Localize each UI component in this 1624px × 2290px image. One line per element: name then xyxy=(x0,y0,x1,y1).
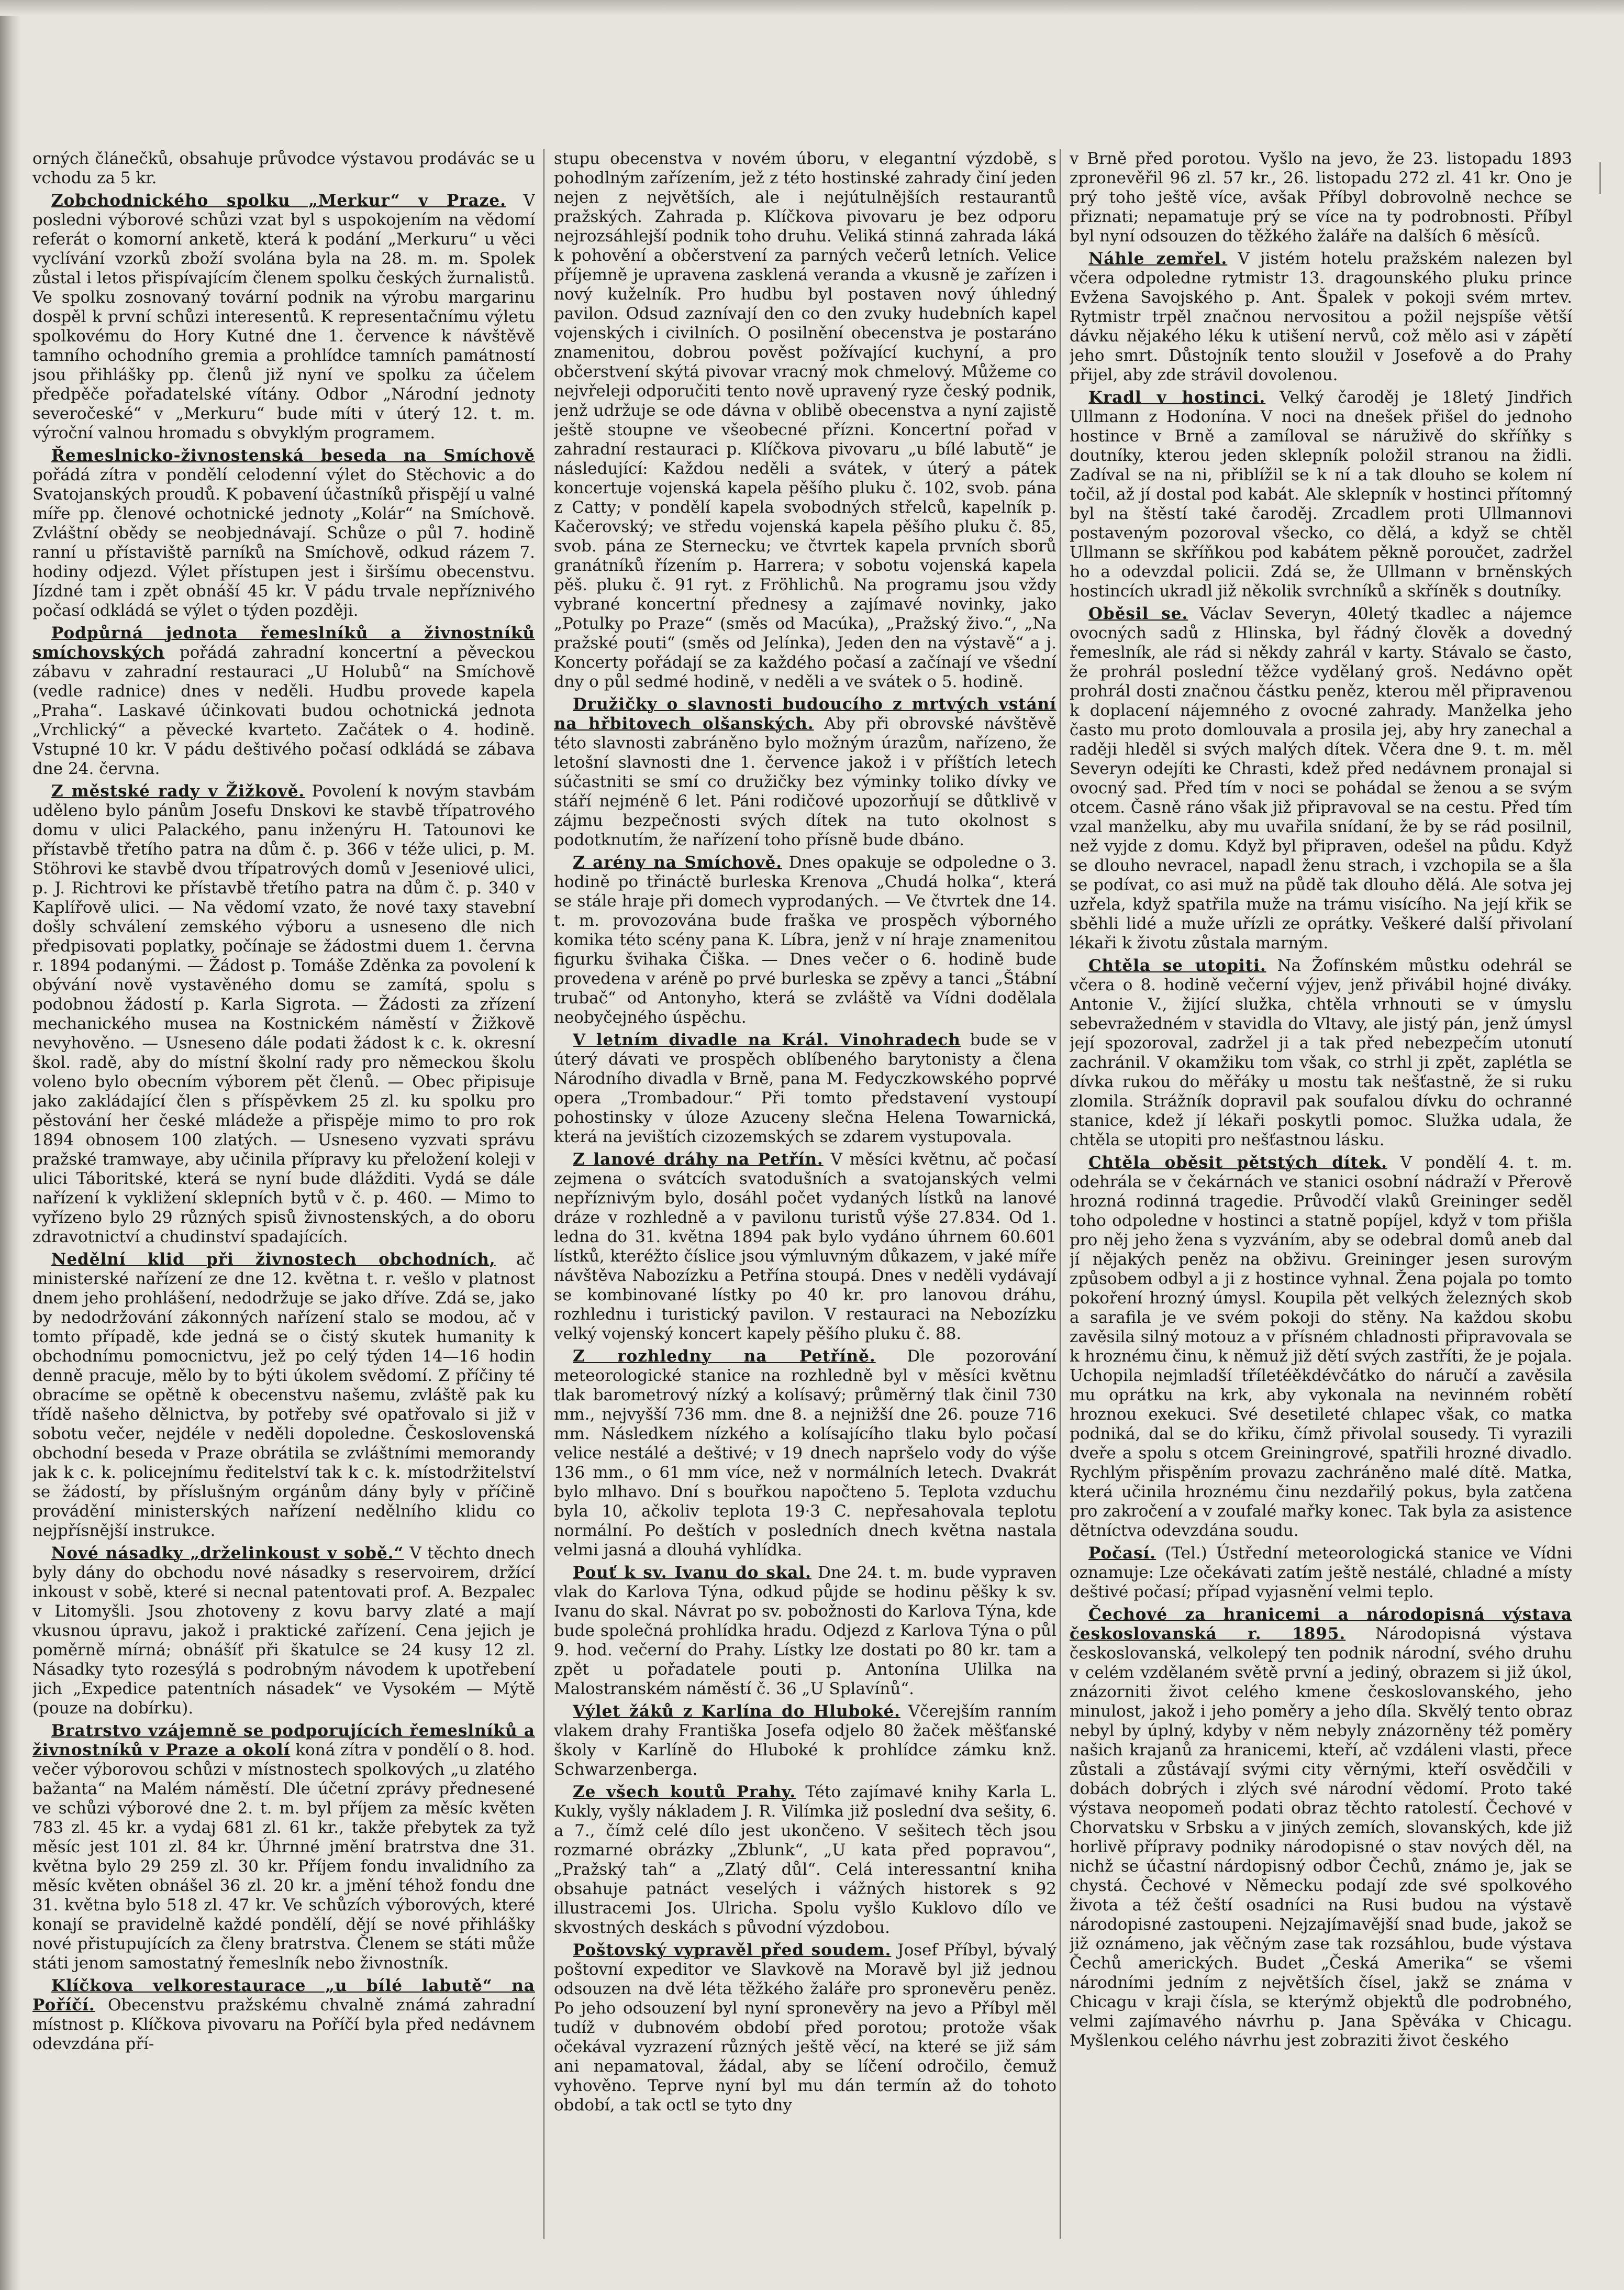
article-text: koná zítra v pondělí o 8. hod. večer výborovou schůzi v místnostech spolkových „u zlatého bažanta“ na Malém náměstí. Dle účetní zprávy přednesené ve schůzi výborové dne 2. t. m. byl příjem za měsíc květen 783 zl. 45 kr. a vydaj 681 zl. 61 kr., takže přebytek za tyž měsíc jest 101 zl. 84 kr. Úhrnné jmění bratrstva dne 31. května bylo 29 259 zl. 30 kr. Příjem fondu invalidního za měsíc květen obnášel 36 zl. 20 kr. a jmění téhož fondu dne 31. května bylo 518 zl. 47 kr. Ve schůzích výborových, které konají se pravidelně každé pondělí, dějí se nové přihlášky nové přistupujících za členy bratrstva. Členem se státi může státi jenom samostatný řemeslník nebo živnostník. xyxy=(32,1741,535,1973)
article xyxy=(554,695,1056,850)
page-top-shadow xyxy=(0,0,1624,16)
article-text: V pondělí 4. t. m. odehrála se v čekárnách ve stanici osobní nádraží v Přerově hrozná rodinná tragedie. Průvodčí vlaků Greininger seděl toho odpoledne v hostinci a statně popíjel, když v tom přišla pro něj jeho žena s vyzváním, aby se odebral domů aneb dal jí nějakých peněz na obživu. Greininger jesen surovým způsobem odbyl a ji z hostince vyhnal. Žena pojala po tomto pokoření hrozný úmysl. Koupila pět velkých železných skob a sarafila je ve svém pokoji do stěny. Na každou skobu zavěsila silný motouz a v přísném chladnosti připravovala se k hroznému činu, k němuž již dětí svých zastříti, že je pojala. Uchopila nejmladší tříletéěkdévčátko do náručí a zavěsila mu oprátku na krk, aby vykonala na nevinném robětí hroznou exekuci. Své desetileté chlapec však, co matka podniká, dal se do křiku, čímž přivolal sousedy. Ti vyrazili dveře a spolu s otcem Greiningrové, spatřili hrozné divadlo. Rychlým přispěním provazu zachráněno malé dítě. Matka, která učinila hroznému činu nezdařilý pokus, byla zatčena pro zakročení a v zoufalé mařky konec. Tak byla za asistence dětníctva odevzdána soudu. xyxy=(1070,1153,1572,1540)
article xyxy=(32,624,535,779)
article-text: (Tel.) Ústřední meteorologická stanice ve Vídni oznamuje: Lze očekávati zatím ještě nestálé, chladné a místy deštivé počasí; případ vyjasnění velmi teplo. xyxy=(1070,1544,1572,1601)
article xyxy=(32,1544,535,1718)
article-text: Obecenstvu pražskému chvalně známá zahradní místnost p. Klíčkova pivovaru na Poříčí byla před nedávnem odevzdána pří- xyxy=(32,1996,535,2053)
article-title: Nedělní klid při živnostech obchodních, xyxy=(51,1250,496,1269)
article-title: Bratrstvo vzájemně se podporujících řemeslníků a živnostníků v Praze a okolí xyxy=(32,1721,535,1760)
article-title: Z rozhledny na Petříně. xyxy=(573,1347,876,1366)
article xyxy=(32,782,535,1247)
article-title: Pouť k sv. Ivanu do skal. xyxy=(573,1563,811,1582)
article-text: Josef Příbyl, bývalý poštovní expeditor ve Slavkově na Moravě byl již jednou odsouzen na dvě léta těžkého žaláře pro spronevěru peněz. Po jeho odsouzení byl nyní spronevěry na jevo a Příbyl měl tudíž v dubnovém období před porotou; protože však očekával vyzrazení různých ještě věcí, na které se již sám ani nepamatoval, žádal, aby se líčení odročilo, čemuž vyhověno. Teprve nyní byl mu dán termín až do tohoto období, a tak octl se tyto dny xyxy=(554,1941,1056,2115)
article-title: Počasí. xyxy=(1088,1544,1156,1563)
page-edge-shadow xyxy=(0,0,21,2290)
column-divider xyxy=(543,149,544,2239)
article xyxy=(554,1150,1056,1344)
article xyxy=(554,149,1056,692)
article-title: Z městské rady v Žižkově. xyxy=(51,782,305,801)
article xyxy=(1070,1153,1572,1541)
article-text: Velký čaroděj je 18letý Jindřich Ullmann z Hodonína. V noci na dnešek přišel do jednoho hostince v Brně a zamíloval se náruživě do skříňky s doutníky, kterou jeden sklepník položil stranou na židli. Zadíval se na ni, přiblížil se k ní a tak dlouho se kolem ní točil, až jí dostal pod kabát. Ale sklepník v hostinci přítomný byl na štěstí také čaroděj. Zrcadlem proti Ullmannovi postaveným pozoroval všecko, co dělá, a když se chtěl Ullmann se skříňkou pod kabátem pěkně poroučet, zadržel ho a odevzdal policii. Zdá se, že Ullmann v brněnských hostincích ukradl již několik svrchníků a skříněk s doutníky. xyxy=(1070,388,1572,601)
article xyxy=(554,1347,1056,1560)
article xyxy=(1070,1544,1572,1602)
article-title: Kradl v hostinci. xyxy=(1088,388,1266,407)
article xyxy=(554,1702,1056,1779)
article-text: V těchto dnech byly dány do obchodu nové násadky s reservoirem, držící inkoust v sobě, které si necnal patentovati prof. A. Bezpalec v Litomyšli. Jsou zhotoveny z kovu barvy zlaté a mají vkusnou úpravu, jakož i praktické zařízení. Cena jejich je poměrně mírná; obnášíť při škatulce se 24 kusy 12 zl. Násadky tyto rozesýlá s podrobným návodem k upotřebení jich „Expedice patentních násadek“ ve Vysokém — Mýtě (pouze na dobírku). xyxy=(32,1544,535,1718)
article-title: Zobchodnického spolku „Merkur“ v Praze. xyxy=(51,191,506,210)
article-text: Včerejším ranním vlakem drahy Františka Josefa odjelo 80 žaček měšťanské školy v Karlíně do Hluboké k prohlídce zámku knž. Schwarzenberga. xyxy=(554,1702,1056,1779)
article-title: Čechové za hranicemi a národopisná výstava českoslovanská r. 1895. xyxy=(1070,1605,1572,1643)
article-text: Václav Severyn, 40letý tkadlec a nájemce ovocných sadů z Hlinska, byl řádný člověk a dovedný řemeslník, ale rád si někdy zahrál v karty. Stávalo se často, že prohrál poslední těžce vydělaný groš. Nedávno opět prohrál dosti značnou částku peněz, kterou měl připravenou k doplacení nájemného z ovocné zahrady. Manželka jeho často mu proto domlouvala a prosila jej, aby hry zanechal a raději hleděl si svých malých dítek. Včera dne 9. t. m. měl Severyn odejíti ke Chrasti, kdež před nedávnem pronajal si ovocný sad. Před tím v noci se pohádal se ženou a se svým otcem. Časně ráno však již připravoval se na cestu. Před tím vzal manželku, aby mu uvařila snídaní, že by se rád posilnil, než vyjde z domu. Když byl připraven, odešel na půdu. Když se dlouho nevracel, napadl ženu strach, i vzchopila se a šla se podívat, co asi muž na půdě tak dlouho dělá. Ale sotva jej uzřela, když spatřila muže na trámu visícího. Na její křik se sběhli lidé a muže uřízli ze oprátky. Veškeré další přivolaní lékaři k životu zůstala marným. xyxy=(1070,604,1572,953)
article-text: Dne 24. t. m. bude vypraven vlak do Karlova Týna, odkud půjde se hodinu pěšky k sv. Ivanu do skal. Návrat po sv. pobožnosti do Karlova Týna, kde bude společná prohlídka hradu. Odjezd z Karlova Týna o půl 9. hod. večerní do Prahy. Lístky lze dostati po 80 kr. tam a zpět u pořadatele pouti p. Antonína Ulilka na Malostranském náměstí č. 36 „U Splavínů“. xyxy=(554,1563,1056,1698)
column-1 xyxy=(32,149,535,2249)
article-title: Klíčkova velkorestaurace „u bílé labutě“ na Poříčí. xyxy=(32,1976,535,2015)
article xyxy=(554,1783,1056,1938)
article-text: V jistém hotelu pražském nalezen byl včera odpoledne rytmistr 13. dragounského pluku prince Evžena Savojského p. Ant. Špalek v pokoji svém mrtev. Rytmistr trpěl značnou nervositou a požil nejspíše větší dávku nějakého léku k utišení nervů, což mělo asi v zápětí jeho smrt. Důstojník tento sloužil v Josefově a do Prahy přijel, aby zde strávil dovolenou. xyxy=(1070,249,1572,384)
article-text: Dnes opakuje se odpoledne o 3. hodině po třináctě burleska Krenova „Chudá holka“, která se stále hraje při domech vyprodaných. — Ve čtvrtek dne 14. t. m. provozována bude fraška ve prospěch výborného komika této scény pana K. Líbra, jenž v ní hraje znamenitou figurku švihaka Čiška. — Dnes večer o 6. hodině bude provedena v aréně po prvé burleska se zpěvy a tanci „Štábní trubač“ od Antonyho, která se zvláště va Vídni dodělala neobyčejného úspěchu. xyxy=(554,853,1056,1027)
article-text: V měsíci květnu, ač počasí zejmena o svátcích svatodušních a svatojanských velmi nepříznivým bylo, dosáhl počet vydaných lístků na lanové dráze v rozhledně a v pavilonu turistů výše 27.834. Od 1. ledna do 31. května 1894 pak bylo vydáno úhrnem 60.601 lístků, kteréžto číslice jsou výmluvným důkazem, v jaké míře návštěva Nabozízku a Petřína stoupá. Dnes v neděli vydávají se kombinované lístky po 40 kr. pro lanovou dráhu, rozhlednu i turistický pavilon. V restauraci na Nebozízku velký vojenský koncert kapely pěšího pluku č. 88. xyxy=(554,1150,1056,1343)
article-text: pořádá zahradní koncertní a pěveckou zábavu v zahradní restauraci „U Holubů“ na Smíchově (vedle radnice) dnes v neděli. Hudbu provede kapela „Praha“. Laskavé účinkovati budou ochotnická jednota „Vrchlický“ a pěvecké kvarteto. Začátek o 4. hodině. Vstupné 10 kr. V pádu deštivého počasí odkládá se zábava dne 24. června. xyxy=(32,643,535,778)
article xyxy=(32,1721,535,1973)
article-title: Družičky o slavnosti budoucího z mrtvých vstání na hřbitovech olšanských. xyxy=(554,695,1056,733)
column-2 xyxy=(554,149,1056,2249)
article-title: Z lanové dráhy na Petřín. xyxy=(573,1150,824,1169)
article-text: stupu obecenstva v novém úboru, v elegantní výzdobě, s pohodlným zařízením, jež z této hostinské zahrady činí jeden nejen z největších, ale i nejútulnějších restaurantů pražských. Zahrada p. Klíčkova pivovaru je bez odporu nejrozsáhlejší podnik toho druhu. Veliká stinná zahrada láká k pohovění a občerstvení za parných večerů letních. Velice příjemně je upravena zasklená veranda a vkusně je zařízen i nový kuželník. Pro hudbu byl postaven nový úhledný pavilon. Odsud zaznívají den co den zvuky hudebních kapel vojenských i civilních. O posilnění obecenstva je postaráno znamenitou, dobrou pověst požívající kuchyní, a pro občerstvení skýtá pivovar vracný mok chmelový. Můžeme co nejvřeleji odporučiti tento nově upravený ryze český podnik, jenž udržuje se ode dávna v oblibě obecenstva a nyní zajistě ještě stoupne ve všeobecné přízni. Koncertní pořad v zahradní restauraci p. Klíčkova pivovaru „u bílé labutě“ je následující: Každou neděli a svátek, v úterý a pátek koncertuje vojenská kapela pěšího pluku č. 102, svob. pána z Catty; v pondělí kapela svobodných střelců, kapelník p. Kačerovský; ve středu vojenská kapela pěšího pluku č. 85, svob. pána ze Sternecku; ve čtvrtek kapela prvních sborů granátníků řízením p. Harrera; v sobotu vojenská kapela pěš. pluku č. 91 ryt. z Fröhlichů. Na programu jsou vždy vybrané koncertní přednesy a zajímavé novinky, jako „Potulky po Praze“ (směs od Macúka), „Pražský živo.“, „Na pražské pouti“ (směs od Jelínka), Jeden den na výstavě“ a j. Koncerty pořádají se za každého počasí a začínají ve všední dny o půl sedmé hodině, v neděli a ve svátek o 5. hodině. xyxy=(554,149,1056,691)
article xyxy=(32,191,535,443)
article xyxy=(554,1031,1056,1147)
article xyxy=(32,1250,535,1541)
article-title: Náhle zemřel. xyxy=(1088,249,1228,268)
article xyxy=(1070,1605,1572,2051)
article-text: Povolení k novým stavbám uděleno bylo pánům Josefu Dnskovi ke stavbě třípatrového domu v ulici Palackého, panu inženýru H. Tatounovi ke přístavbě třetího patra na dům č. p. 366 v téže ulici, p. M. Stöhrovi ke stavbě dvou třípatrových domů v Jeseniové ulici, p. J. Richtrovi ke přístavbě třetího patra na dům č. p. 340 v Kaplířově ulici. — Na vědomí vzato, že nové taxy stavební došly schválení zemského výboru a usneseno dle nich předpisovati poplatky, počínaje se žádostmi duem 1. června r. 1894 podanými. — Žádost p. Tomáše Zděnka za povolení k obývání nově vystavěného domu se zamítá, spolu s podobnou žádostí p. Karla Sigrota. — Žádosti za zřízení mechanického musea na Kostnickém náměstí v Žižkově nevyhověno. — Usneseno dále podati žádost k c. k. okresní škol. radě, aby do místní školní rady pro německou školu voleno bylo obecním výborem pět členů. — Obec připisuje jako zakládající člen s příspěvkem 25 zl. ku spolku pro pěstování her české mládeže a přispěje mimo to pro rok 1894 obnosem 100 zlatých. — Usneseno vyzvati správu pražské tramwaye, aby učinila přípravy ku přeložení koleji v ulici Táboritské, která se nyní bude dlážditi. Vydá se dále nařízení k vykližení sklepních bytů v č. p. 460. — Mimo to vyřízeno bylo 29 různých spisů živnostenských, a do oboru zdravotnictví a chudinství spadajících. xyxy=(32,782,535,1246)
article xyxy=(32,1976,535,2054)
column-divider xyxy=(1060,149,1061,2239)
article-title: Poštovský vypravěl před soudem. xyxy=(573,1941,892,1960)
article-text: Aby při obrovské návštěvě této slavnosti zabráněno bylo možným úrazům, nařízeno, že letošní slavnosti dne 1. července jakož i v příštích letech súčastniti se smí co družičky bez výminky toliko dívky ve stáří nejméně 6 let. Páni rodičové upozorňují se důtklivě v zájmu bezpečnosti svých dítek na tuto okolnost s podotknutím, že nařízení toho přísně bude dbáno. xyxy=(554,714,1056,849)
article-title: Podpůrná jednota řemeslníků a živnostníků smíchovských xyxy=(32,624,535,662)
article-title: Oběsil se. xyxy=(1088,604,1188,623)
article xyxy=(554,1941,1056,2115)
article xyxy=(1070,149,1572,246)
article-text: pořádá zítra v pondělí celodenní výlet do Stěchovic a do Svatojanských proudů. K pobavení účastníků přispějí u valné míře pp. členové ochotnické jednoty „Kolár“ na Smíchově. Zvláštní obědy se neobjednávají. Schůze o půl 7. hodině ranní u přístaviště parníků na Smíchově, odkud rázem 7. hodiny odjezd. Výlet přístupen jest i širšímu obecenstvu. Jízdné tam i zpět obnáší 45 kr. V pádu trvale nepříznivého počasí odkládá se výlet o týden později. xyxy=(32,466,535,620)
article-text: v Brně před porotou. Vyšlo na jevo, že 23. listopadu 1893 zpronevěřil 96 zl. 57 kr., 26. listopadu 272 zl. 41 kr. Ono je prý toho ještě více, avšak Příbyl dobrovolně nechce se přiznati; nepamatuje prý se více na ty podrobnosti. Příbyl byl nyní odsouzen do těžkého žaláře na dalších 6 měsíců. xyxy=(1070,149,1572,246)
article-text: ač ministerské nařízení ze dne 12. května t. r. vešlo v platnost dnem jeho prohlášení, nedodržuje se jako dříve. Zdá se, jako by nedodržování zákonných nařízení stalo se modou, ač v tomto případě, kde jedná se o čistý skutek humanity k obchodnímu pomocnictvu, jež po celý týden 14—16 hodin denně pracuje, mělo by to býti úkolem svědomí. Z příčiny té obracíme se opětně k obecenstvu našemu, zvláště pak ku třídě našeho dělnictva, by potřeby své opatřovalo si již v sobotu večer, nejdéle v neděli dopoledne. Československá obchodní beseda v Praze obrátila se zvláštními memorandy jak k c. k. policejnímu ředitelství tak k c. k. místodržitelství se žádostí, by příslušným orgánům dány byly v příčině provádění ministerských nařízení nedělního klidu co nejpřísnější instrukce. xyxy=(32,1250,535,1540)
article xyxy=(554,853,1056,1027)
article-title: Ze všech koutů Prahy. xyxy=(573,1783,796,1801)
article-text: V posledni výborové schůzi vzat byl s uspokojením na vědomí referát o komorní anketě, která k podání „Merkuru“ u věci vyclívání vzorků zboží svolána byla na 28. m. m. Spolek zůstal i letos přispívajícím členem spolku českých žurnalistů. Ve spolku zosnovaný tovární podnik na výrobu margarinu dospěl k první schůzi interesentů. K representačnímu výletu spolkovému do Hory Kutné dne 1. července k návštěvě tamního ochodního gremia a prohlídce tamních památností jsou přihlášky pp. členů již nyní ve spolku za účelem předpěče pořadatelské vítány. Odbor „Národní jednoty severočeské“ v „Merkuru“ bude míti v úterý 12. t. m. výroční valnou hromadu s obvyklým programem. xyxy=(32,191,535,442)
article-title: Řemeslnicko-živnostenská beseda na Smíchově xyxy=(51,446,535,465)
article-title: V letním divadle na Král. Vinohradech xyxy=(573,1031,961,1049)
article xyxy=(32,149,535,188)
article-text: orných článečků, obsahuje průvodce výstavou prodávác se u vchodu za 5 kr. xyxy=(32,149,535,187)
article-text: Dle pozorování meteorologické stanice na rozhledně byl v měsíci květnu tlak barometrový nízký a kolísavý; průměrný tlak činil 730 mm., nejvyšší 736 mm. dne 8. a nejnižší dne 26. pouze 716 mm. Následkem nízkého a kolísajícího tlaku bylo počasí velice nestálé a deštivé; v 19 dnech napršelo vody do výše 136 mm., o 61 mm více, než v normálních letech. Dvakrát bylo mlhavo. Dní s bouřkou napočteno 5. Teplota vzduchu byla 10, ačkoliv teplota 19·3 C. nepřesahovala teplotu normální. Po deštích v posledních dnech května nastala velmi jasná a dlouhá vyhlídka. xyxy=(554,1347,1056,1559)
article-title: Výlet žáků z Karlína do Hluboké. xyxy=(573,1702,900,1721)
article-title: Nové násadky „drželinkoust v sobě.“ xyxy=(51,1544,404,1563)
article xyxy=(1070,388,1572,601)
article-title: Z arény na Smíchově. xyxy=(573,853,782,872)
margin-mark xyxy=(1599,162,1615,194)
article xyxy=(1070,604,1572,953)
article-text: Národopisná výstava českoslovanská, velkolepý ten podnik národní, svého druhu v celém vzdělaném světě první a jediný, obrazem si již úkol, znázorniti život celého kmene českoslovanského, jeho minulost, jakož i jeho poměry a jeho díla. Skvělý tento obraz nebyl by úplný, kdyby v něm nebyly znázorněny též poměry našich krajanů za hranicemi, kteří, ač vzdáleni vlasti, přece zůstali a zůstávají svými city věrnými, kteří osvědčili v dobách dobrých i zlých své národní vědomí. Proto také výstava neopomeň podati obraz těchto ratolestí. Čechové v Chorvatsku v Srbsku a v jiných zemích, slovanských, kde již horlivě přípravy podniky národopisné o stav nových děl, na nichž se účastní nárdopisný odbor Čechů, známo je, jak se chystá. Čechové v Německu podají zde své spolkového života a též čeští osadníci na Rusi budou na výstavě národopisné zastoupeni. Nejzajímavější snad bude, jakož se již oznámeno, jak věčným zase tak rozsáhlou, bude výstava Čechů amerických. Budet „Česká Amerika“ se všemi národními jedním z největších čísel, jakž se známa v Chicagu v kraji čísla, se kterýmž objektů dle podrobného, velmi zajímavého návrhu p. Jana Spěváka v Chicagu. Myšlenkou celého návrhu jest zobraziti život českého xyxy=(1070,1624,1572,2050)
column-3 xyxy=(1070,149,1572,2249)
article xyxy=(1070,956,1572,1150)
article-text: Na Žofínském můstku odehrál se včera o 8. hodině večerní výjev, jenž přivábil hojné diváky. Antonie V., žijící služka, chtěla vrhnouti se v úmyslu sebevražedném v stavidla do Vltavy, ale jistý pán, jenž úmysl její spozoroval, zadržel ji a tak před nebezpečím utonutí zachránil. V okamžiku tom však, co strhl ji zpět, zaplétla se dívka rukou do měřáky u mostu tak nešťastně, že si ruku zlomila. Strážník dopravil pak soufalou dívku do ochranné stanice, kdež jí lékaři poskytli pomoc. Služka udala, že chtěla se utopiti pro nešťastnou lásku. xyxy=(1070,956,1572,1149)
article-text: Této zajímavé knihy Karla L. Kukly, vyšly nákladem J. R. Vilímka již poslední dva sešity, 6. a 7., čímž celé dílo jest ukončeno. V sešitech těch jsou rozmarné obrázky „Zblunk“, „U kata před popravou“, „Pražský tah“ a „Zlatý důl“. Celá interessantní kniha obsahuje patnáct veselých i vážných historek s 92 illustracemi Jos. Ulricha. Spolu vyšlo Kuklovo dílo ve skvostných deskách s původní výzdobou. xyxy=(554,1783,1056,1937)
article-title: Chtěla oběsit pětstých dítek. xyxy=(1088,1153,1388,1172)
article xyxy=(32,446,535,621)
article xyxy=(554,1563,1056,1699)
article-text: bude se v úterý dávati ve prospěch oblíbeného barytonisty a člena Národního divadla v Brně, pana M. Fedyczkowského poprvé opera „Trombadour.“ Při tomto představení vystoupí pohostinsky v úloze Azuceny slečna Helena Towarnická, která na jevištích cizozemských se zdarem vystupovala. xyxy=(554,1031,1056,1146)
article xyxy=(1070,249,1572,385)
article-title: Chtěla se utopiti. xyxy=(1088,956,1266,975)
